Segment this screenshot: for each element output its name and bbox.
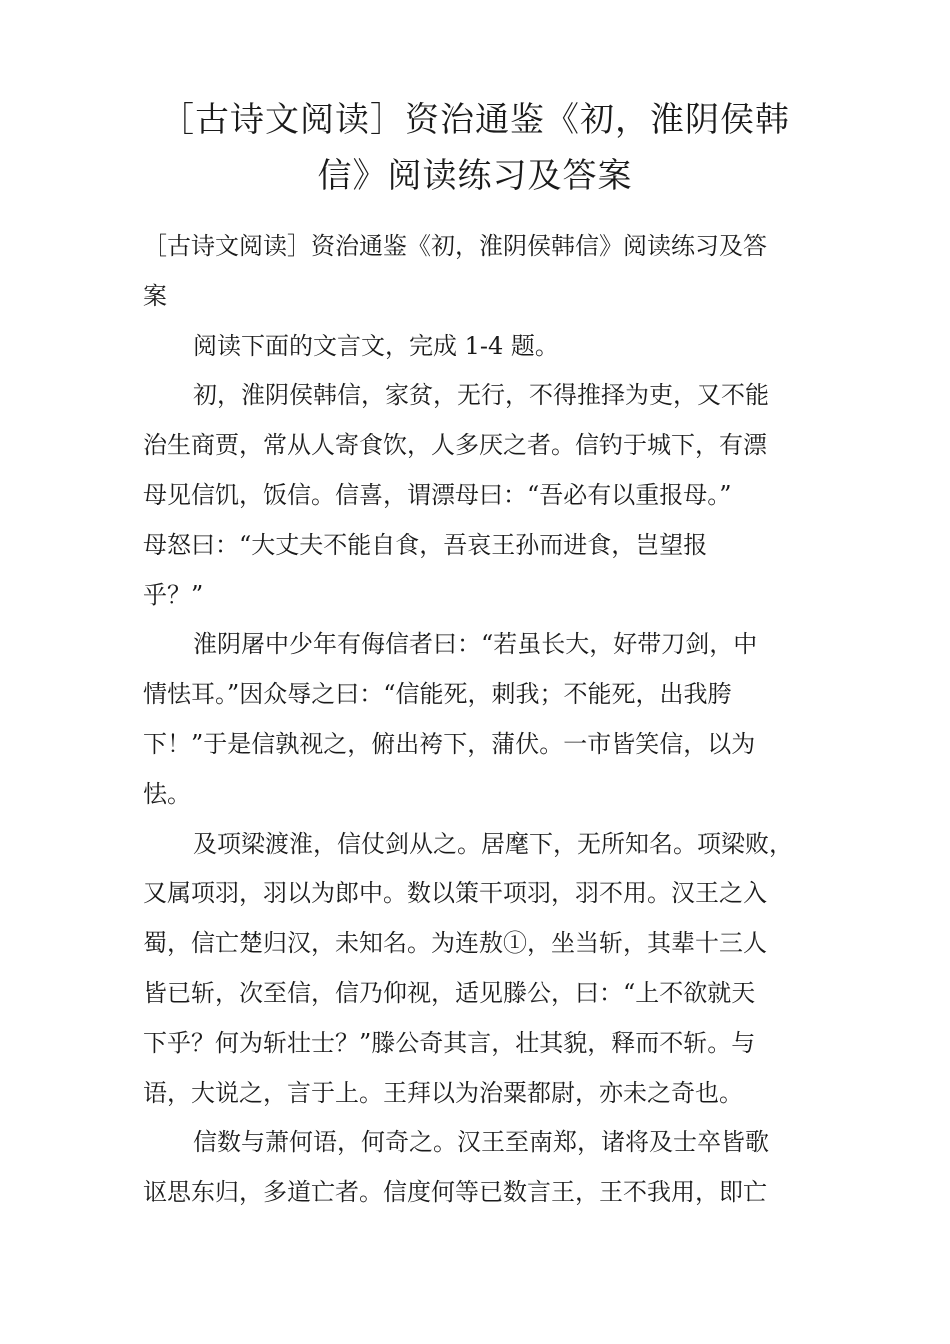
text-line: 怯。 — [143, 779, 191, 808]
text-line: 母怒曰：“大丈夫不能自食，吾哀王孙而进食，岂望报 — [143, 530, 708, 559]
paragraph-heading-repeat — [143, 222, 823, 322]
text-line: 信数与萧何语，何奇之。汉王至南郑，诸将及士卒皆歌 — [193, 1128, 769, 1157]
paragraph-instruction — [143, 322, 823, 372]
text-line: 讴思东归，多道亡者。信度何等已数言王，王不我用，即亡 — [143, 1178, 767, 1207]
text-line: 及项梁渡淮，信仗剑从之。居麾下，无所知名。项梁败， — [193, 829, 793, 858]
text-line: 下！”于是信孰视之，俯出袴下，蒲伏。一市皆笑信，以为 — [143, 729, 756, 758]
paragraph-4 — [143, 1118, 823, 1218]
text-line: 母见信饥，饭信。信喜，谓漂母曰：“吾必有以重报母。” — [143, 480, 732, 509]
text-line: 情怯耳。”因众辱之曰：“信能死，刺我；不能死，出我胯 — [143, 680, 732, 709]
text-line: 蜀，信亡楚归汉，未知名。为连敖①，坐当斩，其辈十三人 — [143, 929, 767, 958]
paragraph-2 — [143, 620, 823, 819]
document-body — [143, 222, 823, 1218]
text-line: ［古诗文阅读］资治通鉴《初，淮阴侯韩信》阅读练习及答 — [143, 232, 767, 260]
text-line: 阅读下面的文言文，完成 1-4 题。 — [193, 331, 559, 360]
text-line: 皆已斩，次至信，信乃仰视，适见滕公，曰：“上不欲就天 — [143, 978, 756, 1007]
title-line: ［古诗文阅读］资治通鉴《初，淮阴侯韩 — [160, 100, 790, 140]
text-line: 又属项羽，羽以为郎中。数以策干项羽，羽不用。汉王之入 — [143, 879, 767, 908]
text-line: 乎？” — [143, 580, 204, 609]
document-title — [120, 92, 830, 204]
text-line: 淮阴屠中少年有侮信者曰：“若虽长大，好带刀剑，中 — [193, 630, 758, 659]
text-line: 初，淮阴侯韩信，家贫，无行，不得推择为吏，又不能 — [193, 381, 769, 410]
paragraph-1 — [143, 371, 823, 620]
text-line: 语，大说之，言于上。王拜以为治粟都尉，亦未之奇也。 — [143, 1078, 743, 1107]
title-line: 信》阅读练习及答案 — [317, 156, 633, 196]
text-line: 案 — [143, 281, 167, 310]
text-line: 治生商贾，常从人寄食饮，人多厌之者。信钓于城下，有漂 — [143, 431, 767, 460]
paragraph-3 — [143, 820, 823, 1119]
text-line: 下乎？何为斩壮士？”滕公奇其言，壮其貌，释而不斩。与 — [143, 1028, 756, 1057]
